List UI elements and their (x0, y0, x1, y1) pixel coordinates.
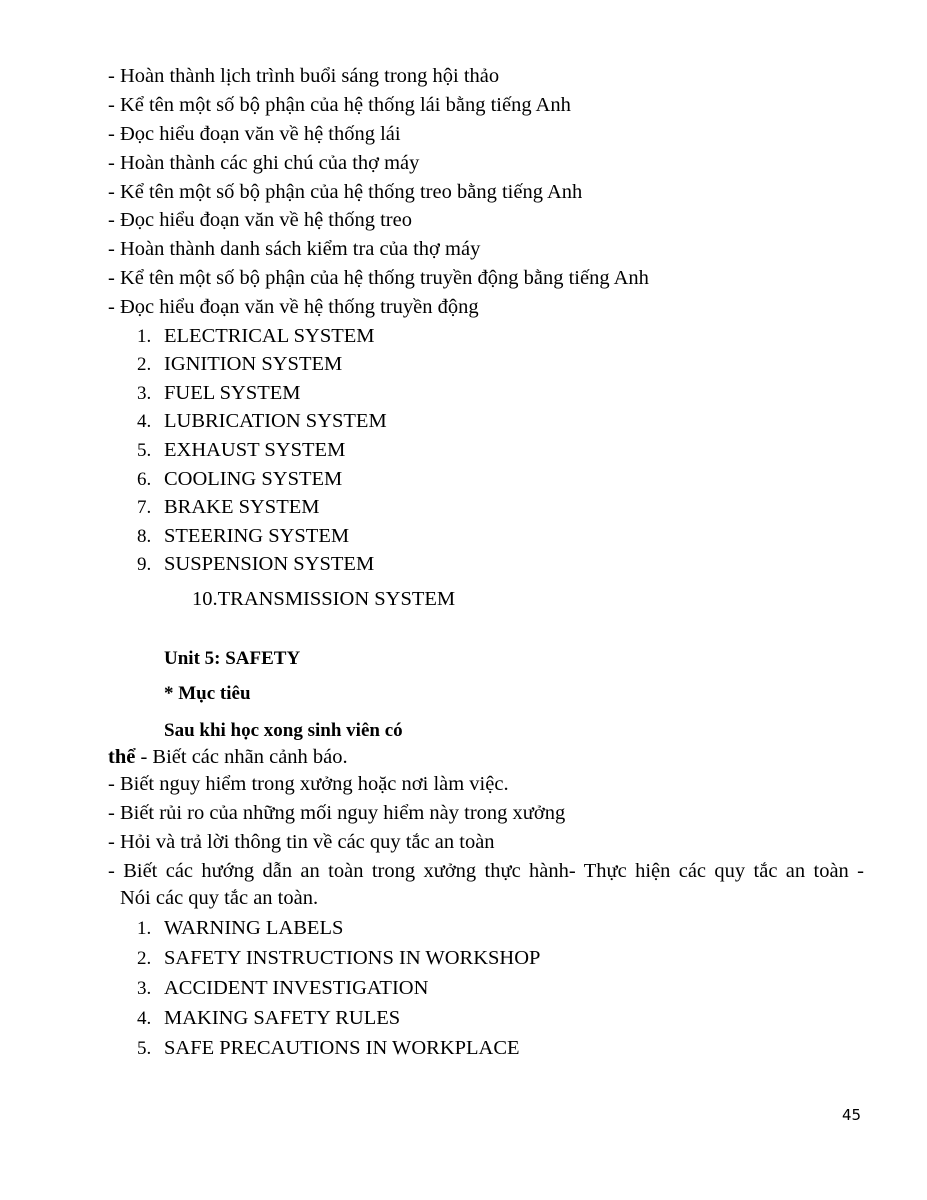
list-item-number: 5. (137, 440, 152, 461)
intro-line: Sau khi học xong sinh viên có (164, 720, 403, 741)
list-item-number: 1. (137, 918, 152, 939)
list-item-text: COOLING SYSTEM (164, 468, 343, 490)
list-item-number: 4. (137, 411, 152, 432)
list-item-text: ACCIDENT INVESTIGATION (164, 977, 429, 999)
list-item-number: 7. (137, 497, 152, 518)
intro-tail-bold: thể (108, 746, 136, 768)
intro-continuation (108, 745, 348, 769)
list-item-text: FUEL SYSTEM (164, 382, 301, 404)
list-item-text: LUBRICATION SYSTEM (164, 410, 387, 432)
list-item (137, 916, 343, 941)
list-item-number: 2. (137, 948, 152, 969)
list-item-number: 3. (137, 383, 152, 404)
objective-line: - Hoàn thành các ghi chú của thợ máy (108, 152, 420, 174)
list-item (137, 495, 319, 520)
list-item-text: BRAKE SYSTEM (164, 496, 320, 518)
list-item-text: EXHAUST SYSTEM (164, 439, 346, 461)
objective-line: - Biết các hướng dẫn an toàn trong xưởng thực hành- Thực hiện các quy tắc an toàn - (108, 860, 864, 882)
list-item (137, 352, 342, 377)
list-item-number: 9. (137, 554, 152, 575)
list-item (137, 409, 387, 434)
list-item (137, 1006, 400, 1031)
list-item (137, 324, 375, 349)
list-item-number: 5. (137, 1038, 152, 1059)
list-item-text: STEERING SYSTEM (164, 525, 350, 547)
objective-line: - Kể tên một số bộ phận của hệ thống treo bằng tiếng Anh (108, 181, 583, 203)
list-item (137, 552, 374, 577)
list-item (137, 438, 345, 463)
list-item-text: SUSPENSION SYSTEM (164, 553, 375, 575)
page-number: 45 (842, 1106, 862, 1124)
objective-line: - Biết nguy hiểm trong xưởng hoặc nơi làm việc. (108, 773, 509, 795)
unit-title: Unit 5: SAFETY (164, 648, 301, 669)
intro-tail-text: - Biết các nhãn cảnh báo. (135, 746, 348, 768)
list-item (137, 976, 428, 1001)
objective-line-continuation: Nói các quy tắc an toàn. (120, 887, 319, 909)
list-item-text: SAFETY INSTRUCTIONS IN WORKSHOP (164, 947, 541, 969)
objective-heading: * Mục tiêu (164, 683, 251, 704)
objective-line: - Đọc hiểu đoạn văn về hệ thống truyền động (108, 296, 479, 318)
list-item-number: 3. (137, 978, 152, 999)
list-item-text: IGNITION SYSTEM (164, 353, 343, 375)
objective-line: - Đọc hiểu đoạn văn về hệ thống lái (108, 123, 401, 145)
objective-line: - Hoàn thành danh sách kiểm tra của thợ máy (108, 238, 481, 260)
list-item-number: 1. (137, 326, 152, 347)
list-item-10: 10.TRANSMISSION SYSTEM (192, 588, 456, 610)
list-item (137, 1036, 520, 1061)
objective-line: - Hoàn thành lịch trình buổi sáng trong hội thảo (108, 65, 500, 87)
objective-line: - Biết rủi ro của những mối nguy hiểm này trong xưởng (108, 802, 566, 824)
list-item-text: SAFE PRECAUTIONS IN WORKPLACE (164, 1037, 520, 1059)
list-item-number: 6. (137, 469, 152, 490)
list-item (137, 467, 342, 492)
list-item-number: 4. (137, 1008, 152, 1029)
list-item-text: MAKING SAFETY RULES (164, 1007, 401, 1029)
list-item (137, 381, 301, 406)
objective-line: - Hỏi và trả lời thông tin về các quy tắc an toàn (108, 831, 495, 853)
objective-line: - Kể tên một số bộ phận của hệ thống truyền động bằng tiếng Anh (108, 267, 649, 289)
objective-line: - Đọc hiểu đoạn văn về hệ thống treo (108, 209, 412, 231)
list-item (137, 524, 349, 549)
list-item-text: ELECTRICAL SYSTEM (164, 325, 375, 347)
list-item-number: 8. (137, 526, 152, 547)
objective-line: - Kể tên một số bộ phận của hệ thống lái bằng tiếng Anh (108, 94, 571, 116)
list-item-number: 2. (137, 354, 152, 375)
list-item-text: WARNING LABELS (164, 917, 344, 939)
list-item (137, 946, 540, 971)
